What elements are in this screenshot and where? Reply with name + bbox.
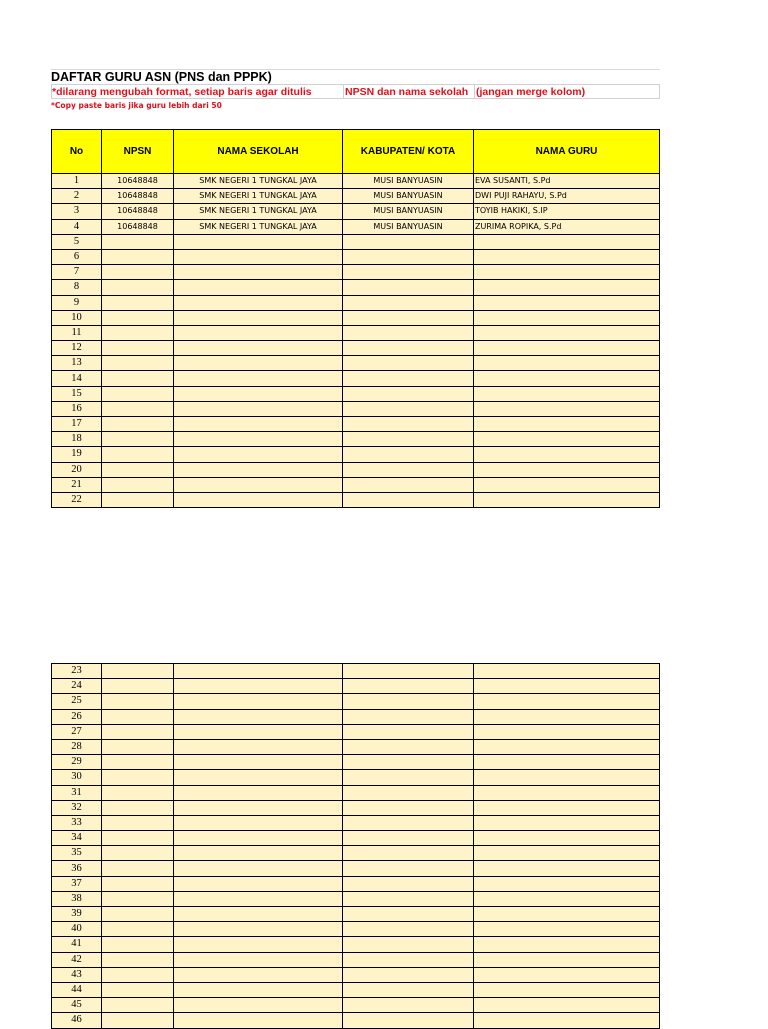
cell-nama-guru[interactable] (474, 280, 660, 295)
cell-kabupaten-kota[interactable] (343, 724, 474, 739)
cell-no[interactable]: 22 (52, 492, 102, 507)
cell-nama-sekolah[interactable] (174, 371, 343, 386)
warning-cell-divider (474, 85, 475, 98)
cell-nama-sekolah[interactable]: SMK NEGERI 1 TUNGKAL JAYA (174, 174, 343, 189)
cell-nama-guru[interactable] (474, 815, 660, 830)
cell-npsn[interactable] (102, 770, 174, 785)
cell-nama-sekolah[interactable] (174, 982, 343, 997)
cell-npsn[interactable] (102, 861, 174, 876)
table-row[interactable] (52, 739, 660, 754)
cell-nama-guru[interactable] (474, 492, 660, 507)
cell-nama-guru[interactable] (474, 462, 660, 477)
cell-nama-guru[interactable] (474, 800, 660, 815)
cell-nama-guru[interactable] (474, 755, 660, 770)
cell-npsn[interactable] (102, 265, 174, 280)
cell-nama-sekolah[interactable] (174, 891, 343, 906)
cell-kabupaten-kota[interactable] (343, 386, 474, 401)
cell-kabupaten-kota[interactable]: MUSI BANYUASIN (343, 204, 474, 219)
cell-kabupaten-kota[interactable] (343, 295, 474, 310)
cell-no[interactable]: 7 (52, 265, 102, 280)
cell-nama-sekolah[interactable] (174, 709, 343, 724)
cell-kabupaten-kota[interactable] (343, 709, 474, 724)
cell-kabupaten-kota[interactable] (343, 401, 474, 416)
cell-nama-sekolah[interactable] (174, 356, 343, 371)
cell-no[interactable]: 38 (52, 891, 102, 906)
header-no: No (52, 130, 102, 174)
cell-kabupaten-kota[interactable] (343, 341, 474, 356)
cell-nama-sekolah[interactable] (174, 492, 343, 507)
cell-nama-sekolah[interactable] (174, 417, 343, 432)
cell-no[interactable]: 14 (52, 371, 102, 386)
page-title: DAFTAR GURU ASN (PNS dan PPPK) (51, 70, 272, 84)
table-row[interactable] (52, 325, 660, 340)
cell-npsn[interactable] (102, 724, 174, 739)
cell-kabupaten-kota[interactable] (343, 447, 474, 462)
header-npsn: NPSN (102, 130, 174, 174)
cell-npsn[interactable] (102, 831, 174, 846)
table-row[interactable] (52, 998, 660, 1013)
cell-nama-guru[interactable] (474, 891, 660, 906)
table-row[interactable] (52, 417, 660, 432)
cell-kabupaten-kota[interactable] (343, 891, 474, 906)
cell-kabupaten-kota[interactable] (343, 831, 474, 846)
cell-npsn[interactable] (102, 694, 174, 709)
cell-no[interactable]: 17 (52, 417, 102, 432)
cell-kabupaten-kota[interactable] (343, 664, 474, 679)
cell-npsn[interactable] (102, 907, 174, 922)
table-row[interactable] (52, 432, 660, 447)
cell-kabupaten-kota[interactable] (343, 967, 474, 982)
table-row[interactable] (52, 679, 660, 694)
cell-kabupaten-kota[interactable] (343, 755, 474, 770)
cell-kabupaten-kota[interactable] (343, 846, 474, 861)
cell-npsn[interactable] (102, 447, 174, 462)
table-row[interactable] (52, 952, 660, 967)
cell-kabupaten-kota[interactable]: MUSI BANYUASIN (343, 219, 474, 234)
cell-npsn[interactable] (102, 356, 174, 371)
table-row[interactable] (52, 861, 660, 876)
cell-no[interactable]: 19 (52, 447, 102, 462)
cell-kabupaten-kota[interactable] (343, 310, 474, 325)
cell-nama-guru[interactable] (474, 386, 660, 401)
cell-nama-sekolah[interactable] (174, 785, 343, 800)
cell-nama-guru[interactable]: EVA SUSANTI, S.Pd (474, 174, 660, 189)
cell-no[interactable]: 1 (52, 174, 102, 189)
cell-no[interactable]: 6 (52, 249, 102, 264)
cell-kabupaten-kota[interactable]: MUSI BANYUASIN (343, 174, 474, 189)
cell-npsn[interactable]: 10648848 (102, 219, 174, 234)
cell-nama-sekolah[interactable] (174, 922, 343, 937)
copy-note: *Copy paste baris jika guru lebih dari 50 (51, 101, 222, 110)
cell-kabupaten-kota[interactable] (343, 417, 474, 432)
warning-text-1: *dilarang mengubah format, setiap baris agar ditulis (52, 86, 312, 98)
cell-nama-sekolah[interactable] (174, 679, 343, 694)
cell-kabupaten-kota[interactable] (343, 280, 474, 295)
cell-kabupaten-kota[interactable] (343, 356, 474, 371)
cell-nama-sekolah[interactable] (174, 831, 343, 846)
cell-npsn[interactable] (102, 846, 174, 861)
cell-nama-sekolah[interactable] (174, 234, 343, 249)
cell-kabupaten-kota[interactable] (343, 770, 474, 785)
cell-no[interactable]: 35 (52, 846, 102, 861)
warning-text-2: NPSN dan nama sekolah (345, 86, 469, 98)
cell-no[interactable]: 32 (52, 800, 102, 815)
table-row[interactable] (52, 709, 660, 724)
cell-nama-sekolah[interactable] (174, 447, 343, 462)
table-row[interactable] (52, 219, 660, 234)
table-row[interactable] (52, 341, 660, 356)
cell-no[interactable]: 42 (52, 952, 102, 967)
cell-npsn[interactable] (102, 310, 174, 325)
cell-nama-sekolah[interactable] (174, 249, 343, 264)
table-row[interactable] (52, 800, 660, 815)
cell-no[interactable]: 4 (52, 219, 102, 234)
cell-no[interactable]: 39 (52, 907, 102, 922)
cell-npsn[interactable] (102, 386, 174, 401)
table-row[interactable] (52, 295, 660, 310)
cell-nama-guru[interactable] (474, 937, 660, 952)
cell-nama-guru[interactable] (474, 417, 660, 432)
cell-nama-guru[interactable] (474, 770, 660, 785)
cell-kabupaten-kota[interactable] (343, 998, 474, 1013)
cell-nama-guru[interactable] (474, 432, 660, 447)
cell-nama-guru[interactable] (474, 831, 660, 846)
table-body-page-2 (52, 664, 660, 1029)
cell-no[interactable]: 16 (52, 401, 102, 416)
table-row[interactable] (52, 174, 660, 189)
table-row[interactable] (52, 401, 660, 416)
warning-row (51, 84, 660, 99)
cell-no[interactable]: 9 (52, 295, 102, 310)
table-row[interactable] (52, 249, 660, 264)
cell-npsn[interactable] (102, 982, 174, 997)
table-row[interactable] (52, 907, 660, 922)
cell-npsn[interactable] (102, 417, 174, 432)
cell-nama-guru[interactable] (474, 664, 660, 679)
cell-npsn[interactable] (102, 341, 174, 356)
table-row[interactable] (52, 770, 660, 785)
cell-kabupaten-kota[interactable] (343, 265, 474, 280)
table-row[interactable] (52, 694, 660, 709)
table-row[interactable] (52, 937, 660, 952)
cell-npsn[interactable] (102, 739, 174, 754)
cell-no[interactable]: 5 (52, 234, 102, 249)
cell-nama-guru[interactable] (474, 922, 660, 937)
table-row[interactable] (52, 922, 660, 937)
cell-npsn[interactable] (102, 998, 174, 1013)
cell-nama-guru[interactable] (474, 952, 660, 967)
table-row[interactable] (52, 280, 660, 295)
table-row[interactable] (52, 477, 660, 492)
cell-nama-sekolah[interactable] (174, 861, 343, 876)
table-body-page-1 (52, 174, 660, 508)
cell-no[interactable]: 15 (52, 386, 102, 401)
cell-no[interactable]: 30 (52, 770, 102, 785)
cell-kabupaten-kota[interactable] (343, 800, 474, 815)
cell-kabupaten-kota[interactable] (343, 249, 474, 264)
cell-nama-guru[interactable] (474, 739, 660, 754)
cell-nama-guru[interactable] (474, 249, 660, 264)
cell-nama-sekolah[interactable] (174, 967, 343, 982)
cell-npsn[interactable] (102, 432, 174, 447)
cell-npsn[interactable] (102, 876, 174, 891)
table-row[interactable] (52, 447, 660, 462)
cell-nama-sekolah[interactable] (174, 724, 343, 739)
cell-no[interactable]: 45 (52, 998, 102, 1013)
cell-npsn[interactable]: 10648848 (102, 174, 174, 189)
cell-kabupaten-kota[interactable] (343, 922, 474, 937)
cell-nama-guru[interactable] (474, 325, 660, 340)
cell-no[interactable]: 46 (52, 1013, 102, 1028)
table-row[interactable] (52, 462, 660, 477)
cell-nama-sekolah[interactable] (174, 401, 343, 416)
cell-no[interactable]: 21 (52, 477, 102, 492)
cell-nama-guru[interactable] (474, 982, 660, 997)
cell-no[interactable]: 28 (52, 739, 102, 754)
cell-nama-guru[interactable] (474, 447, 660, 462)
cell-npsn[interactable] (102, 280, 174, 295)
cell-no[interactable]: 12 (52, 341, 102, 356)
cell-kabupaten-kota[interactable] (343, 907, 474, 922)
cell-kabupaten-kota[interactable] (343, 785, 474, 800)
table-row[interactable] (52, 265, 660, 280)
cell-nama-guru[interactable] (474, 1013, 660, 1028)
cell-kabupaten-kota[interactable] (343, 952, 474, 967)
cell-npsn[interactable] (102, 1013, 174, 1028)
cell-no[interactable]: 11 (52, 325, 102, 340)
cell-nama-guru[interactable] (474, 846, 660, 861)
warning-cell-divider (343, 85, 344, 98)
cell-kabupaten-kota[interactable] (343, 694, 474, 709)
cell-kabupaten-kota[interactable] (343, 861, 474, 876)
cell-npsn[interactable] (102, 967, 174, 982)
table-row[interactable] (52, 982, 660, 997)
cell-npsn[interactable] (102, 477, 174, 492)
cell-kabupaten-kota[interactable] (343, 815, 474, 830)
cell-nama-guru[interactable] (474, 356, 660, 371)
cell-npsn[interactable] (102, 249, 174, 264)
cell-nama-sekolah[interactable] (174, 846, 343, 861)
cell-nama-sekolah[interactable] (174, 800, 343, 815)
cell-nama-guru[interactable]: DWI PUJI RAHAYU, S.Pd (474, 189, 660, 204)
cell-no[interactable]: 44 (52, 982, 102, 997)
teacher-table-page-2 (51, 663, 660, 1029)
page-title-row (51, 69, 660, 84)
cell-kabupaten-kota[interactable] (343, 462, 474, 477)
cell-nama-sekolah[interactable] (174, 477, 343, 492)
cell-no[interactable]: 25 (52, 694, 102, 709)
header-nama-sekolah: NAMA SEKOLAH (174, 130, 343, 174)
cell-kabupaten-kota[interactable] (343, 371, 474, 386)
cell-npsn[interactable] (102, 462, 174, 477)
table-row[interactable] (52, 724, 660, 739)
cell-nama-sekolah[interactable] (174, 952, 343, 967)
cell-no[interactable]: 40 (52, 922, 102, 937)
cell-nama-guru[interactable] (474, 694, 660, 709)
cell-kabupaten-kota[interactable]: MUSI BANYUASIN (343, 189, 474, 204)
cell-nama-sekolah[interactable] (174, 325, 343, 340)
cell-nama-guru[interactable] (474, 709, 660, 724)
cell-nama-sekolah[interactable]: SMK NEGERI 1 TUNGKAL JAYA (174, 219, 343, 234)
cell-npsn[interactable]: 10648848 (102, 204, 174, 219)
table-row[interactable] (52, 815, 660, 830)
cell-no[interactable]: 36 (52, 861, 102, 876)
table-row[interactable] (52, 876, 660, 891)
table-row[interactable] (52, 234, 660, 249)
cell-nama-sekolah[interactable]: SMK NEGERI 1 TUNGKAL JAYA (174, 189, 343, 204)
cell-nama-sekolah[interactable] (174, 770, 343, 785)
cell-kabupaten-kota[interactable] (343, 739, 474, 754)
cell-nama-sekolah[interactable] (174, 907, 343, 922)
table-row[interactable] (52, 1013, 660, 1028)
table-row[interactable] (52, 310, 660, 325)
table-row[interactable] (52, 189, 660, 204)
cell-nama-sekolah[interactable] (174, 280, 343, 295)
cell-nama-guru[interactable] (474, 234, 660, 249)
cell-nama-sekolah[interactable] (174, 265, 343, 280)
cell-kabupaten-kota[interactable] (343, 1013, 474, 1028)
table-row[interactable] (52, 664, 660, 679)
table-header-row (52, 130, 660, 174)
cell-kabupaten-kota[interactable] (343, 492, 474, 507)
cell-nama-guru[interactable] (474, 477, 660, 492)
cell-nama-sekolah[interactable] (174, 310, 343, 325)
table-row[interactable] (52, 204, 660, 219)
cell-nama-guru[interactable]: ZURIMA ROPIKA, S.Pd (474, 219, 660, 234)
cell-kabupaten-kota[interactable] (343, 876, 474, 891)
cell-no[interactable]: 20 (52, 462, 102, 477)
table-row[interactable] (52, 831, 660, 846)
cell-nama-sekolah[interactable] (174, 462, 343, 477)
cell-no[interactable]: 2 (52, 189, 102, 204)
cell-no[interactable]: 13 (52, 356, 102, 371)
cell-no[interactable]: 8 (52, 280, 102, 295)
cell-nama-sekolah[interactable] (174, 664, 343, 679)
cell-nama-guru[interactable] (474, 265, 660, 280)
cell-nama-sekolah[interactable] (174, 694, 343, 709)
cell-kabupaten-kota[interactable] (343, 234, 474, 249)
cell-npsn[interactable] (102, 401, 174, 416)
cell-nama-sekolah[interactable] (174, 739, 343, 754)
cell-kabupaten-kota[interactable] (343, 937, 474, 952)
cell-nama-sekolah[interactable] (174, 432, 343, 447)
table-row[interactable] (52, 891, 660, 906)
cell-npsn[interactable] (102, 325, 174, 340)
cell-kabupaten-kota[interactable] (343, 432, 474, 447)
cell-nama-sekolah[interactable] (174, 341, 343, 356)
header-nama-guru: NAMA GURU (474, 130, 660, 174)
cell-nama-guru[interactable] (474, 861, 660, 876)
cell-npsn[interactable] (102, 785, 174, 800)
cell-nama-sekolah[interactable] (174, 998, 343, 1013)
cell-npsn[interactable]: 10648848 (102, 189, 174, 204)
cell-nama-sekolah[interactable] (174, 755, 343, 770)
cell-no[interactable]: 29 (52, 755, 102, 770)
table-row[interactable] (52, 967, 660, 982)
cell-nama-sekolah[interactable] (174, 386, 343, 401)
cell-no[interactable]: 24 (52, 679, 102, 694)
cell-nama-sekolah[interactable] (174, 1013, 343, 1028)
cell-npsn[interactable] (102, 800, 174, 815)
table-row[interactable] (52, 386, 660, 401)
cell-npsn[interactable] (102, 679, 174, 694)
cell-nama-guru[interactable] (474, 967, 660, 982)
cell-no[interactable]: 27 (52, 724, 102, 739)
warning-text-3: (jangan merge kolom) (476, 86, 586, 98)
cell-nama-guru[interactable] (474, 876, 660, 891)
cell-nama-guru[interactable] (474, 341, 660, 356)
cell-no[interactable]: 43 (52, 967, 102, 982)
cell-npsn[interactable] (102, 937, 174, 952)
cell-nama-guru[interactable] (474, 724, 660, 739)
cell-npsn[interactable] (102, 664, 174, 679)
teacher-table-page-1 (51, 129, 660, 508)
cell-npsn[interactable] (102, 234, 174, 249)
cell-no[interactable]: 10 (52, 310, 102, 325)
cell-nama-guru[interactable] (474, 371, 660, 386)
cell-no[interactable]: 26 (52, 709, 102, 724)
cell-nama-guru[interactable] (474, 785, 660, 800)
cell-no[interactable]: 37 (52, 876, 102, 891)
cell-kabupaten-kota[interactable] (343, 477, 474, 492)
cell-no[interactable]: 3 (52, 204, 102, 219)
cell-nama-sekolah[interactable] (174, 876, 343, 891)
cell-npsn[interactable] (102, 295, 174, 310)
table-row[interactable] (52, 492, 660, 507)
cell-nama-guru[interactable] (474, 907, 660, 922)
cell-nama-sekolah[interactable] (174, 815, 343, 830)
cell-nama-sekolah[interactable] (174, 295, 343, 310)
cell-no[interactable]: 41 (52, 937, 102, 952)
cell-nama-guru[interactable] (474, 998, 660, 1013)
cell-nama-sekolah[interactable]: SMK NEGERI 1 TUNGKAL JAYA (174, 204, 343, 219)
cell-npsn[interactable] (102, 709, 174, 724)
cell-no[interactable]: 31 (52, 785, 102, 800)
header-kabupaten-kota: KABUPATEN/ KOTA (343, 130, 474, 174)
cell-no[interactable]: 23 (52, 664, 102, 679)
cell-no[interactable]: 33 (52, 815, 102, 830)
table-row[interactable] (52, 371, 660, 386)
table-row[interactable] (52, 356, 660, 371)
table-row[interactable] (52, 846, 660, 861)
cell-nama-guru[interactable] (474, 295, 660, 310)
cell-kabupaten-kota[interactable] (343, 679, 474, 694)
cell-nama-guru[interactable] (474, 310, 660, 325)
cell-npsn[interactable] (102, 815, 174, 830)
cell-kabupaten-kota[interactable] (343, 325, 474, 340)
cell-npsn[interactable] (102, 492, 174, 507)
cell-npsn[interactable] (102, 922, 174, 937)
cell-nama-guru[interactable]: TOYIB HAKIKI, S.IP (474, 204, 660, 219)
cell-nama-guru[interactable] (474, 401, 660, 416)
cell-nama-guru[interactable] (474, 679, 660, 694)
cell-nama-sekolah[interactable] (174, 937, 343, 952)
cell-npsn[interactable] (102, 891, 174, 906)
cell-npsn[interactable] (102, 755, 174, 770)
cell-npsn[interactable] (102, 952, 174, 967)
cell-kabupaten-kota[interactable] (343, 982, 474, 997)
cell-no[interactable]: 34 (52, 831, 102, 846)
table-row[interactable] (52, 785, 660, 800)
cell-no[interactable]: 18 (52, 432, 102, 447)
table-row[interactable] (52, 755, 660, 770)
cell-npsn[interactable] (102, 371, 174, 386)
title-block (51, 69, 660, 110)
